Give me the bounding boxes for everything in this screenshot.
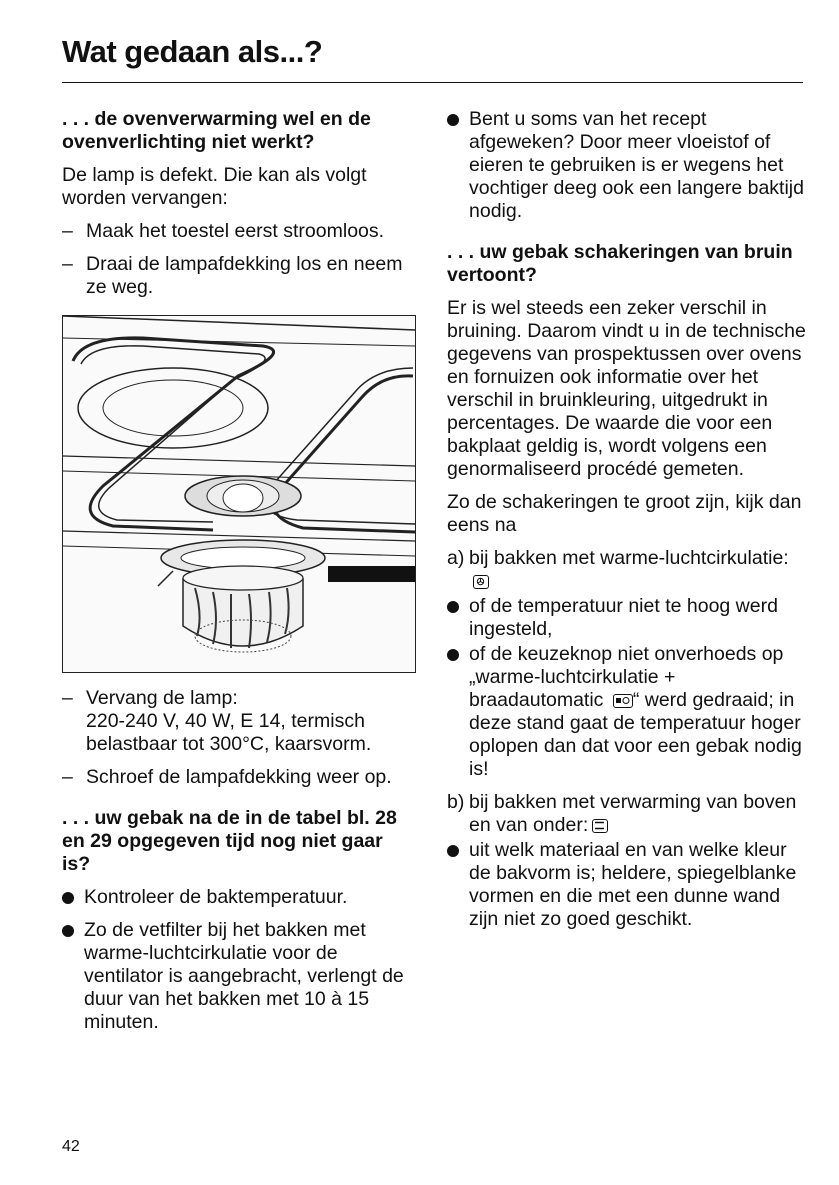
fan-baking-text: bij bakken met warme-luchtcirkulatie:: [469, 547, 789, 569]
step-replace-lamp-title: – Vervang de lamp:: [86, 687, 238, 709]
fan-baking-item: [447, 547, 807, 593]
baking-tin-material-item: uit welk materiaal en van welke kleur de bakvorm is; heldere, spiegelblanke vormen en die met een dunne wand zijn niet zo goed geschikt.: [447, 839, 807, 931]
page-number: 42: [62, 1138, 80, 1155]
lamp-specification: 220-240 V, 40 W, E 14, termisch belastbaar tot 300°C, kaarsvorm.: [86, 710, 372, 755]
fan-mode-icon: [473, 575, 489, 589]
step-refit-cover: – Schroef de lampafdekking weer op.: [62, 766, 412, 789]
lamp-heading: . . . de ovenverwarming wel en de ovenverlichting niet werkt?: [62, 108, 371, 153]
browning-heading: . . . uw gebak schakeringen van bruin vertoont?: [447, 241, 793, 286]
recipe-deviation-item: Bent u soms van het recept afgeweken? Door meer vloeistof of eieren te gebruiken is er wegens het vochtiger deeg ook een langere baktijd nodig.: [447, 108, 807, 223]
temperature-too-high-item: of de temperatuur niet te hoog werd ingesteld,: [447, 595, 807, 641]
top-bottom-baking-item: [447, 791, 807, 837]
step-remove-cover: – Draai de lampafdekking los en neem ze weg.: [62, 253, 412, 299]
step-replace-lamp: [62, 687, 412, 756]
grease-filter-item: Zo de vetfilter bij het bakken met warme-luchtcirkulatie voor de ventilator is aangebracht, verlengt de duur van het bakken met 10 à 15 minuten.: [62, 919, 412, 1034]
step-power-off: – Maak het toestel eerst stroomloos.: [62, 220, 412, 243]
baking-time-heading: . . . uw gebak na de in de tabel bl. 28 en 29 opgegeven tijd nog niet gaar is?: [62, 807, 397, 875]
page-title: Wat gedaan als...?: [62, 34, 323, 69]
title-rule: [62, 82, 803, 83]
browning-check-intro: Zo de schakeringen te groot zijn, kijk dan eens na: [447, 491, 802, 536]
fan-auto-roast-icon: [613, 694, 633, 708]
check-temperature-item: Kontroleer de baktemperatuur.: [62, 886, 412, 909]
left-column: [62, 108, 412, 1044]
item-label-b: b): [447, 791, 465, 813]
right-column: [447, 108, 807, 941]
lamp-intro: De lamp is defekt. Die kan als volgt worden vervangen:: [62, 164, 367, 209]
browning-explanation: Er is wel steeds een zeker verschil in bruining. Daarom vindt u in de technische gegevens van prospektussen over ovens en fornuizen ook informatie over het verschil in bruinkleuring, uitgedrukt in percentages. De waarde die voor een bakplaat geldig is, wordt volgens een genormaliseerd procédé gemeten.: [447, 297, 806, 480]
selector-knob-item: [447, 643, 807, 781]
selector-knob-text-end: “ werd gedraaid; in deze stand gaat de temperatuur hoger oplopen dan dat voor een gebak nodig is!: [469, 689, 802, 780]
top-bottom-baking-text: bij bakken met verwarming van boven en van onder:: [469, 791, 797, 836]
oven-lamp-illustration: [62, 315, 416, 673]
item-label-a: a): [447, 547, 465, 569]
top-bottom-heat-icon: [592, 819, 608, 833]
selector-knob-text-start: of de keuzeknop niet onverhoeds op „warme-luchtcirkulatie + braadautomatic: [469, 643, 784, 711]
